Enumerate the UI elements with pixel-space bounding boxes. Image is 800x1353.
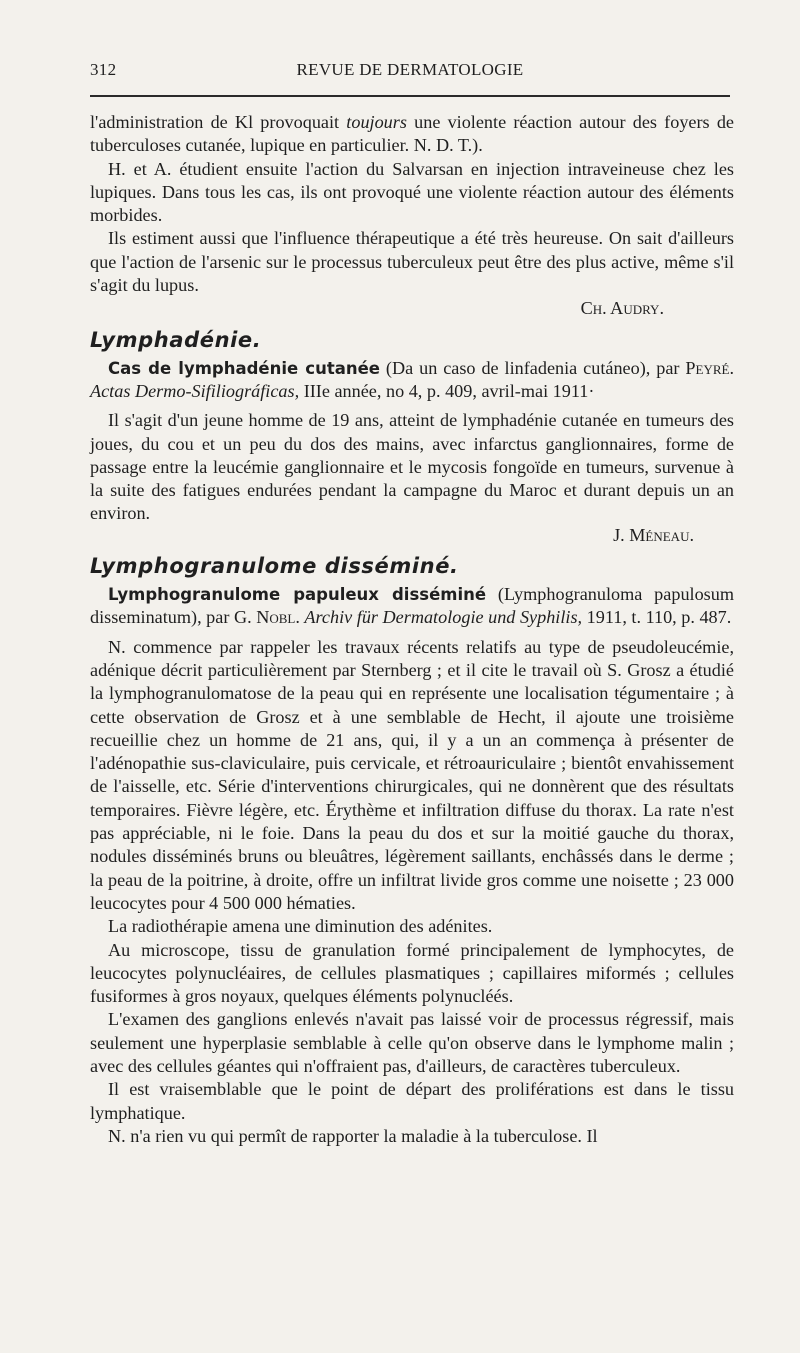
paragraph-3: Ils estiment aussi que l'influence thérapeutique a été très heureuse. On sait d'ailleurs que l'action de l'arsenic sur le processus tuberculeux peut être des plus active, même s'il s'agit du lupus. [90,228,734,296]
page-header [90,60,730,88]
article-citation-2: Lymphogranulome papuleux disséminé (Lymphogranuloma papulosum disseminatum), par G. Nobl. Archiv für Dermatologie und Syphilis, 1911, t. 110, p. 487. [90,584,734,628]
paragraph-nobl-2: La radiothérapie amena une diminution des adénites. [108,916,493,937]
paragraph-nobl-3: Au microscope, tissu de granulation formé principalement de lymphocytes, de leucocytes polynucléaires, de cellules plasmatiques ; capillaires miformés ; cellules fusiformes à gros noyaux, quelques éléments polynucléés. [90,939,734,1007]
paragraph-lymphadenie: Il s'agit d'un jeune homme de 19 ans, atteint de lymphadénie cutanée en tumeurs des joues, du cou et un peu du dos des mains, avec infarctus ganglionnaires, forme de passage entre la leucémie ganglionnaire et le mycosis fongoïde en tumeurs, survenue à la suite des fatigues endurées pendant la campagne du Maroc et durant depuis un an environ. [90,410,734,524]
section-heading-lymphogranulome: Lymphogranulome disséminé. [90,554,459,579]
signature-meneau: J. Méneau. [613,524,694,545]
paragraph-2: H. et A. étudient ensuite l'action du Salvarsan en injection intraveineuse chez les lupiques. Dans tous les cas, ils ont provoqué une violente réaction autour des éléments morbides. [90,158,734,226]
paragraph-nobl-1: N. commence par rappeler les travaux récents relatifs au type de pseudoleucémie, adénique décrit particulièrement par Sternberg ; et il cite le travail où S. Grosz a étudié la lymphogranulomatose de la peau qui en représente une localisation tégumentaire ; à cette observation de Grosz et à une semblable de Hecht, il ajoute une troisième recueillie chez un homme de 21 ans, qui, il y a un an commença à présenter de l'adénopathie sus-claviculaire, puis cervicale, et rétroauriculaire ; bientôt envahissement de l'aisselle, etc. Série d'interventions chirurgicales, qui ne donnèrent que des résultats temporaires. Fièvre légère, etc. Érythème et infiltration diffuse du thorax. La rate n'est pas appréciable, ni le foie. Dans la peau du dos et sur la moitié gauche du thorax, nodules disséminés bruns ou bleuâtres, légèrement saillants, enchâssés dans le derme ; la peau de la poitrine, à droite, offre un infiltrat livide gros comme une noisette ; 23 000 leucocytes pour 4 500 000 hématies. [90,636,734,913]
signature-audry: Ch. Audry. [580,298,664,319]
paragraph-nobl-5: Il est vraisemblable que le point de départ des proliférations est dans le tissu lymphatique. [90,1079,734,1123]
section-heading-lymphadenie: Lymphadénie. [90,327,262,352]
article-citation-1: Cas de lymphadénie cutanée (Da un caso de linfadenia cutáneo), par Peyré. Actas Dermo-Sifiliográficas, IIIe année, no 4, p. 409, avril-mai 1911· [90,357,735,401]
running-title: REVUE DE DERMATOLOGIE [296,60,524,79]
paragraph-nobl-4: L'examen des ganglions enlevés n'avait pas laissé voir de processus régressif, mais seulement une hyperplasie semblable à celle qu'on observe dans le lymphome malin ; avec des cellules géantes qui n'offraient pas, d'ailleurs, de caractères tuberculeux. [90,1009,734,1076]
page-number: 312 [90,60,117,79]
header-rule [90,95,730,97]
paragraph-1: l'administration de Kl provoquait toujours une violente réaction autour des foyers de tuberculoses cutanée, lupique en particulier. N. D. T.). [90,112,734,156]
article-body [90,111,734,1148]
paragraph-nobl-6: N. n'a rien vu qui permît de rapporter la maladie à la tuberculose. Il [108,1125,598,1146]
